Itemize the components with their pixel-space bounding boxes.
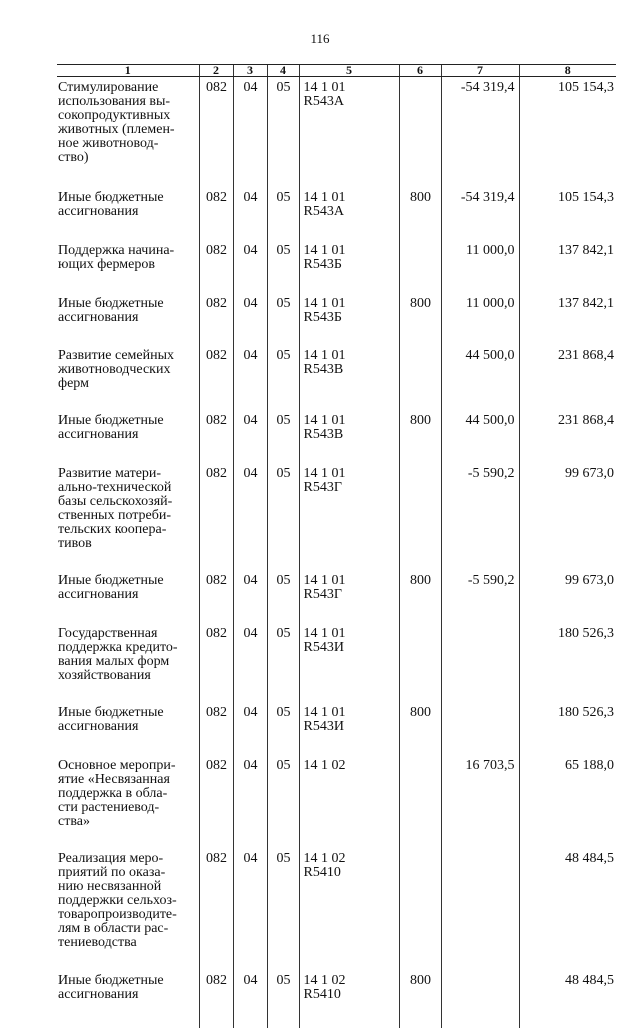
table-row: [57, 410, 616, 463]
amount-change-cell: -54 319,4: [441, 187, 519, 240]
item-name-cell-line: поддержка кредито-: [58, 640, 178, 655]
item-name-cell: [57, 623, 199, 702]
ministry-code-cell: 082: [199, 623, 233, 702]
target-article-cell-line: R543Б: [303, 310, 342, 325]
table-row: [57, 570, 616, 623]
item-name-cell-line: Иные бюджетные: [58, 413, 164, 428]
column-header: 2: [199, 65, 233, 77]
target-article-cell: [299, 755, 399, 848]
amount-total-cell: 99 673,0: [519, 570, 616, 623]
item-name-cell-line: ство): [58, 150, 89, 165]
subsection-code-cell: 05: [267, 623, 299, 702]
table-row: [57, 345, 616, 410]
amount-total-cell: 137 842,1: [519, 240, 616, 293]
target-article-cell: [299, 702, 399, 755]
table-row: [57, 187, 616, 240]
subsection-code-cell: 05: [267, 755, 299, 848]
item-name-cell-line: базы сельскохозяй-: [58, 494, 173, 509]
item-name-cell-line: ственных потреби-: [58, 508, 172, 523]
target-article-cell-line: 14 1 01: [303, 626, 346, 641]
amount-change-cell: 16 703,5: [441, 755, 519, 848]
item-name-cell-line: товаропроизводите-: [58, 907, 177, 922]
target-article-cell-line: R543И: [303, 719, 344, 734]
target-article-cell-line: R5410: [303, 865, 341, 880]
table-row: [57, 848, 616, 970]
target-article-cell-line: 14 1 02: [303, 758, 346, 773]
expense-type-cell: 800: [399, 570, 441, 623]
item-name-cell-line: ятие «Несвязанная: [58, 772, 170, 787]
target-article-cell-line: R543B: [303, 362, 344, 377]
target-article-cell: [299, 623, 399, 702]
item-name-cell-line: ферм: [58, 376, 89, 391]
amount-change-cell: [441, 970, 519, 1028]
table-row: [57, 77, 616, 188]
item-name-cell-line: поддержки сельхоз-: [58, 893, 177, 908]
target-article-cell: [299, 77, 399, 188]
expense-type-cell: 800: [399, 702, 441, 755]
expense-type-cell: 800: [399, 187, 441, 240]
header-row: [57, 65, 616, 77]
table-row: [57, 240, 616, 293]
table-row: [57, 702, 616, 755]
item-name-cell: [57, 293, 199, 345]
subsection-code-cell: 05: [267, 77, 299, 188]
target-article-cell-line: 14 1 01: [303, 80, 346, 95]
subsection-code-cell: 05: [267, 570, 299, 623]
target-article-cell-line: 14 1 01: [303, 190, 346, 205]
item-name-cell: [57, 970, 199, 1028]
page-number: 116: [310, 31, 330, 46]
item-name-cell-line: ально-технической: [58, 480, 172, 495]
item-name-cell-line: Основное меропри-: [58, 758, 176, 773]
ministry-code-cell: 082: [199, 970, 233, 1028]
target-article-cell-line: 14 1 01: [303, 705, 346, 720]
target-article-cell-line: R543A: [303, 94, 344, 109]
amount-change-cell: [441, 702, 519, 755]
amount-change-cell: 44 500,0: [441, 345, 519, 410]
column-header: 6: [399, 65, 441, 77]
section-code-cell: 04: [233, 970, 267, 1028]
ministry-code-cell: 082: [199, 848, 233, 970]
section-code-cell: 04: [233, 623, 267, 702]
section-code-cell: 04: [233, 240, 267, 293]
amount-change-cell: -5 590,2: [441, 463, 519, 570]
item-name-cell-line: поддержка в обла-: [58, 786, 168, 801]
section-code-cell: 04: [233, 293, 267, 345]
amount-total-cell: 180 526,3: [519, 702, 616, 755]
item-name-cell-line: тельских коопера-: [58, 522, 167, 537]
subsection-code-cell: 05: [267, 293, 299, 345]
target-article-cell: [299, 970, 399, 1028]
item-name-cell-line: Иные бюджетные: [58, 973, 164, 988]
item-name-cell: [57, 410, 199, 463]
item-name-cell-line: ства»: [58, 814, 90, 829]
item-name-cell: [57, 463, 199, 570]
expense-type-cell: [399, 755, 441, 848]
section-code-cell: 04: [233, 77, 267, 188]
item-name-cell-line: животных (племен-: [58, 122, 175, 137]
amount-total-cell: 180 526,3: [519, 623, 616, 702]
target-article-cell: [299, 463, 399, 570]
target-article-cell-line: 14 1 01: [303, 243, 346, 258]
ministry-code-cell: 082: [199, 463, 233, 570]
item-name-cell-line: вания малых форм: [58, 654, 170, 669]
item-name-cell-line: Реализация меро-: [58, 851, 164, 866]
table-row: [57, 463, 616, 570]
amount-change-cell: -54 319,4: [441, 77, 519, 188]
amount-total-cell: 65 188,0: [519, 755, 616, 848]
target-article-cell-line: R5410: [303, 987, 341, 1002]
item-name-cell-line: сти растениевод-: [58, 800, 160, 815]
item-name-cell-line: хозяйствования: [58, 668, 151, 683]
expense-type-cell: [399, 345, 441, 410]
amount-change-cell: 11 000,0: [441, 293, 519, 345]
item-name-cell-line: Иные бюджетные: [58, 296, 164, 311]
item-name-cell-line: тениеводства: [58, 935, 137, 950]
column-header: 5: [299, 65, 399, 77]
column-header: 3: [233, 65, 267, 77]
column-header: 7: [441, 65, 519, 77]
target-article-cell-line: R543И: [303, 640, 344, 655]
subsection-code-cell: 05: [267, 345, 299, 410]
target-article-cell-line: R543A: [303, 204, 344, 219]
table-row: [57, 293, 616, 345]
target-article-cell-line: 14 1 01: [303, 573, 346, 588]
target-article-cell-line: 14 1 01: [303, 466, 346, 481]
amount-total-cell: 105 154,3: [519, 77, 616, 188]
ministry-code-cell: 082: [199, 345, 233, 410]
item-name-cell-line: Иные бюджетные: [58, 705, 164, 720]
section-code-cell: 04: [233, 345, 267, 410]
item-name-cell: [57, 240, 199, 293]
target-article-cell-line: 14 1 01: [303, 348, 346, 363]
expense-type-cell: 800: [399, 410, 441, 463]
item-name-cell: [57, 702, 199, 755]
amount-total-cell: 48 484,5: [519, 848, 616, 970]
amount-change-cell: 11 000,0: [441, 240, 519, 293]
subsection-code-cell: 05: [267, 970, 299, 1028]
item-name-cell-line: ющих фермеров: [58, 257, 155, 272]
subsection-code-cell: 05: [267, 463, 299, 570]
target-article-cell: [299, 240, 399, 293]
section-code-cell: 04: [233, 848, 267, 970]
amount-total-cell: 48 484,5: [519, 970, 616, 1028]
ministry-code-cell: 082: [199, 77, 233, 188]
amount-total-cell: 99 673,0: [519, 463, 616, 570]
item-name-cell: [57, 345, 199, 410]
subsection-code-cell: 05: [267, 702, 299, 755]
item-name-cell-line: лям в области рас-: [58, 921, 169, 936]
item-name-cell-line: ассигнования: [58, 719, 139, 734]
item-name-cell-line: ассигнования: [58, 310, 139, 325]
target-article-cell: [299, 293, 399, 345]
target-article-cell: [299, 187, 399, 240]
item-name-cell-line: нию несвязанной: [58, 879, 162, 894]
amount-total-cell: 231 868,4: [519, 410, 616, 463]
target-article-cell-line: R543B: [303, 427, 344, 442]
item-name-cell-line: приятий по оказа-: [58, 865, 166, 880]
expense-type-cell: [399, 240, 441, 293]
amount-change-cell: -5 590,2: [441, 570, 519, 623]
expense-type-cell: [399, 848, 441, 970]
section-code-cell: 04: [233, 463, 267, 570]
amount-change-cell: 44 500,0: [441, 410, 519, 463]
item-name-cell-line: ассигнования: [58, 587, 139, 602]
section-code-cell: 04: [233, 570, 267, 623]
expense-type-cell: 800: [399, 293, 441, 345]
amount-total-cell: 231 868,4: [519, 345, 616, 410]
column-header: 1: [57, 65, 199, 77]
table-row: [57, 755, 616, 848]
ministry-code-cell: 082: [199, 755, 233, 848]
item-name-cell-line: тивов: [58, 536, 92, 551]
item-name-cell: [57, 848, 199, 970]
item-name-cell-line: Стимулирование: [58, 80, 159, 95]
item-name-cell: [57, 755, 199, 848]
item-name-cell: [57, 570, 199, 623]
target-article-cell: [299, 410, 399, 463]
column-header: 4: [267, 65, 299, 77]
item-name-cell-line: ное животновод-: [58, 136, 159, 151]
target-article-cell: [299, 570, 399, 623]
target-article-cell-line: R543Г: [303, 480, 342, 495]
item-name-cell-line: ассигнования: [58, 204, 139, 219]
item-name-cell-line: ассигнования: [58, 987, 139, 1002]
item-name-cell: [57, 77, 199, 188]
section-code-cell: 04: [233, 187, 267, 240]
target-article-cell: [299, 848, 399, 970]
ministry-code-cell: 082: [199, 293, 233, 345]
column-header: 8: [519, 65, 616, 77]
table-row: [57, 970, 616, 1028]
ministry-code-cell: 082: [199, 410, 233, 463]
item-name-cell-line: Развитие матери-: [58, 466, 162, 481]
item-name-cell-line: сокопродуктивных: [58, 108, 171, 123]
item-name-cell-line: Иные бюджетные: [58, 573, 164, 588]
item-name-cell-line: Иные бюджетные: [58, 190, 164, 205]
expense-type-cell: [399, 623, 441, 702]
target-article-cell-line: 14 1 01: [303, 413, 346, 428]
target-article-cell: [299, 345, 399, 410]
subsection-code-cell: 05: [267, 240, 299, 293]
budget-table: [57, 64, 616, 1028]
section-code-cell: 04: [233, 410, 267, 463]
expense-type-cell: [399, 77, 441, 188]
item-name-cell-line: использования вы-: [58, 94, 171, 109]
section-code-cell: 04: [233, 702, 267, 755]
ministry-code-cell: 082: [199, 570, 233, 623]
subsection-code-cell: 05: [267, 410, 299, 463]
expense-type-cell: 800: [399, 970, 441, 1028]
ministry-code-cell: 082: [199, 240, 233, 293]
amount-change-cell: [441, 848, 519, 970]
target-article-cell-line: R543Г: [303, 587, 342, 602]
target-article-cell-line: R543Б: [303, 257, 342, 272]
subsection-code-cell: 05: [267, 848, 299, 970]
target-article-cell-line: 14 1 01: [303, 296, 346, 311]
subsection-code-cell: 05: [267, 187, 299, 240]
item-name-cell-line: Поддержка начина-: [58, 243, 175, 258]
amount-change-cell: [441, 623, 519, 702]
item-name-cell: [57, 187, 199, 240]
target-article-cell-line: 14 1 02: [303, 851, 346, 866]
amount-total-cell: 137 842,1: [519, 293, 616, 345]
target-article-cell-line: 14 1 02: [303, 973, 346, 988]
item-name-cell-line: животноводческих: [58, 362, 171, 377]
table-row: [57, 623, 616, 702]
expense-type-cell: [399, 463, 441, 570]
item-name-cell-line: Государственная: [58, 626, 158, 641]
section-code-cell: 04: [233, 755, 267, 848]
ministry-code-cell: 082: [199, 702, 233, 755]
item-name-cell-line: ассигнования: [58, 427, 139, 442]
amount-total-cell: 105 154,3: [519, 187, 616, 240]
ministry-code-cell: 082: [199, 187, 233, 240]
item-name-cell-line: Развитие семейных: [58, 348, 175, 363]
